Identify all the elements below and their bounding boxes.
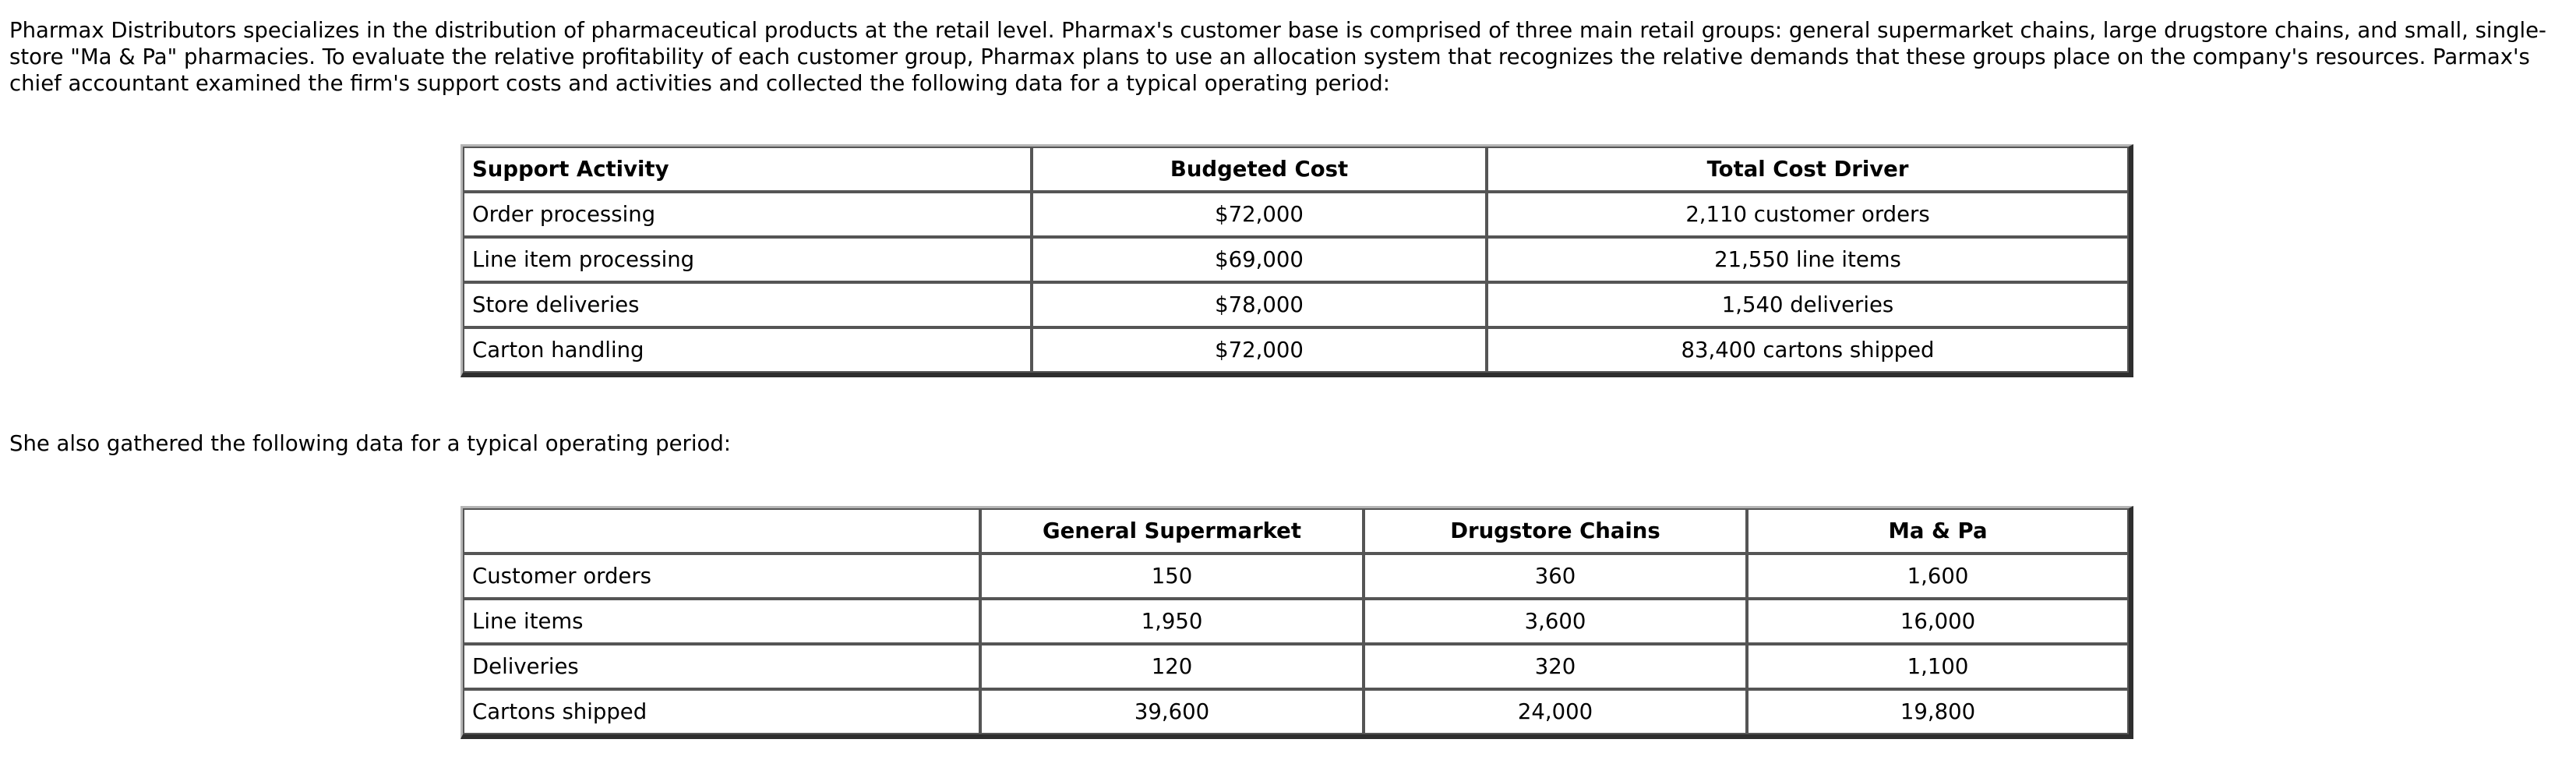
table-cell: 2,110 customer orders [1487,192,2129,237]
table-row [463,554,2129,599]
table-cell: 120 [980,644,1364,689]
table-cell: Deliveries [463,644,980,689]
table-cell: 1,600 [1747,554,2129,599]
table-cell: 3,600 [1364,599,1747,644]
table-cell: $69,000 [1032,237,1487,282]
table-header-row [463,508,2129,554]
table-row [463,237,2129,282]
table-row [463,599,2129,644]
table-cell: Customer orders [463,554,980,599]
table-cell: $72,000 [1032,327,1487,373]
table-cell: 39,600 [980,689,1364,734]
table-row [463,689,2129,734]
table-cell: Cartons shipped [463,689,980,734]
table-cell: 360 [1364,554,1747,599]
table-cell: Order processing [463,192,1032,237]
intro-paragraph: Pharmax Distributors specializes in the distribution of pharmaceutical products at the retail level. Pharmax's customer base is comprised of three main retail groups: general supermarket chains, large drugstore chains, and small, single-store "Ma & Pa" pharmacies. To evaluate the relative profitability of each customer group, Pharmax plans to use an allocation system that recognizes the relative demands that these groups place on the company's resources. Parmax's chief accountant examined the firm's support costs and activities and collected the following data for a typical operating period: [9,18,2546,96]
table-cell: Carton handling [463,327,1032,373]
column-header: Support Activity [463,147,1032,192]
table-row [463,282,2129,327]
middle-paragraph: She also gathered the following data for a typical operating period: [9,431,732,456]
customer-group-table [461,506,2133,739]
table-cell: 1,950 [980,599,1364,644]
column-header [463,508,980,554]
table-cell: 24,000 [1364,689,1747,734]
column-header: Total Cost Driver [1487,147,2129,192]
table-cell: 21,550 line items [1487,237,2129,282]
table-cell: 16,000 [1747,599,2129,644]
table-cell: Line item processing [463,237,1032,282]
table-cell: Line items [463,599,980,644]
table-row [463,192,2129,237]
column-header: General Supermarket [980,508,1364,554]
table-cell: 1,540 deliveries [1487,282,2129,327]
support-activity-table [461,144,2133,377]
table-header-row [463,147,2129,192]
column-header: Budgeted Cost [1032,147,1487,192]
table-cell: 1,100 [1747,644,2129,689]
table-row [463,644,2129,689]
table-cell: 150 [980,554,1364,599]
table-row [463,327,2129,373]
table-cell: 19,800 [1747,689,2129,734]
table-cell: $78,000 [1032,282,1487,327]
column-header: Drugstore Chains [1364,508,1747,554]
table-cell: 320 [1364,644,1747,689]
table-cell: $72,000 [1032,192,1487,237]
column-header: Ma & Pa [1747,508,2129,554]
table-cell: Store deliveries [463,282,1032,327]
table-cell: 83,400 cartons shipped [1487,327,2129,373]
